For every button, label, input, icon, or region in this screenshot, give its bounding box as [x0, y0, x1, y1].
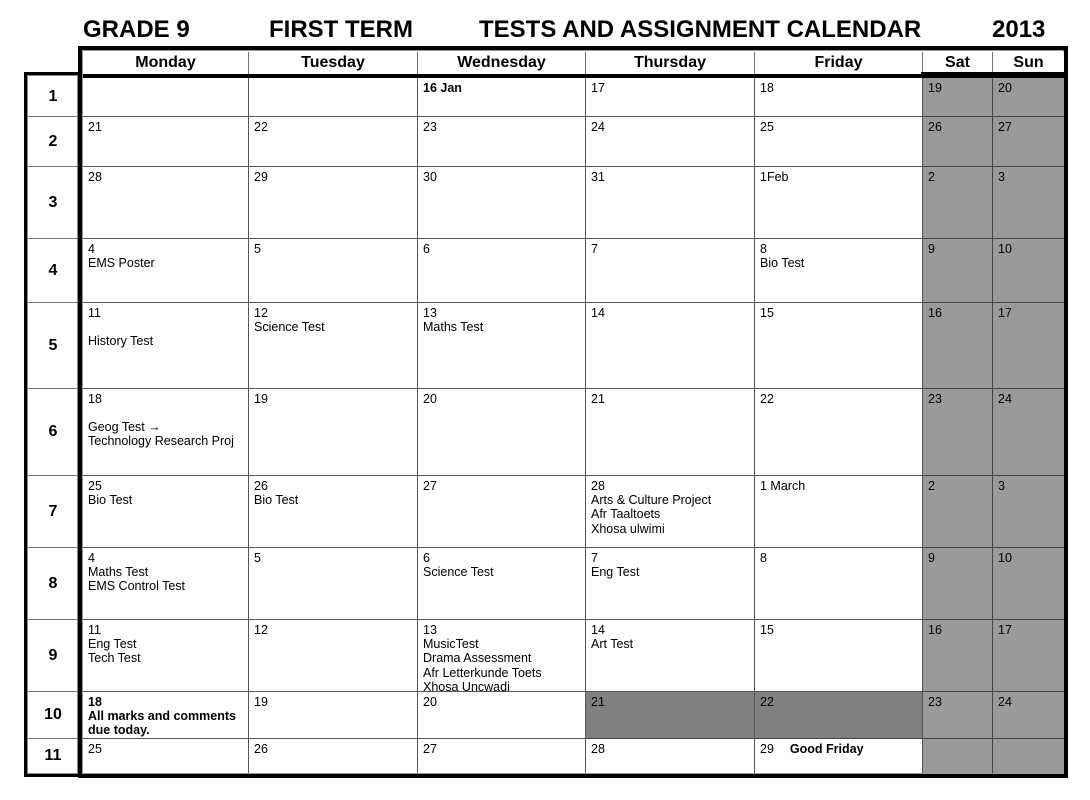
day-date: 4	[88, 551, 95, 565]
day-date: 28	[591, 742, 605, 756]
day-cell-thursday[interactable]	[586, 389, 755, 476]
day-date: 1 March	[760, 479, 806, 493]
day-date: 25	[88, 479, 102, 493]
title-calendar-name: TESTS AND ASSIGNMENT CALENDAR	[479, 16, 922, 43]
day-cell-wednesday[interactable]	[418, 620, 586, 692]
day-cell-monday[interactable]	[83, 739, 249, 773]
day-cell-tuesday[interactable]	[249, 548, 418, 620]
day-cell-saturday[interactable]	[923, 476, 993, 548]
calendar-event: Eng Test	[591, 565, 640, 580]
day-date: 19	[928, 81, 942, 95]
day-date: 10	[998, 242, 1012, 256]
calendar-event: All marks and comments due today.	[88, 709, 236, 738]
calendar-event: Maths Test	[423, 320, 484, 335]
day-cell-sunday[interactable]	[993, 303, 1064, 389]
day-date: 28	[591, 479, 605, 493]
day-cell-monday[interactable]	[83, 389, 249, 476]
day-cell-sunday[interactable]	[993, 78, 1064, 117]
week-number: 4	[28, 239, 78, 303]
calendar-event: MusicTest	[423, 637, 479, 652]
column-header-wednesday: Wednesday	[418, 52, 586, 74]
day-date: 22	[254, 120, 268, 134]
day-date: 21	[591, 695, 605, 709]
week-number: 11	[44, 747, 62, 764]
week-number: 9	[28, 620, 78, 692]
day-cell-thursday[interactable]	[586, 548, 755, 620]
holiday-label: Good Friday	[789, 742, 864, 756]
week-number: 1	[28, 78, 78, 117]
day-cell-sunday[interactable]	[993, 167, 1064, 239]
day-cell-friday[interactable]	[755, 692, 923, 739]
day-date: 29	[760, 742, 774, 756]
day-cell-friday[interactable]	[755, 78, 923, 117]
week-number: 3	[28, 167, 78, 239]
day-date: 30	[423, 170, 437, 184]
day-cell-tuesday[interactable]	[249, 167, 418, 239]
day-date: 18	[88, 695, 102, 709]
day-cell-sunday[interactable]	[993, 239, 1064, 303]
day-date: 21	[88, 120, 102, 134]
day-cell-monday[interactable]	[83, 620, 249, 692]
day-cell-thursday[interactable]	[586, 476, 755, 548]
day-date: 20	[998, 81, 1012, 95]
day-cell-sunday[interactable]	[993, 117, 1064, 167]
day-cell-monday[interactable]	[83, 692, 249, 739]
day-cell-thursday[interactable]	[586, 692, 755, 739]
day-cell-thursday[interactable]	[586, 239, 755, 303]
day-date: 17	[998, 623, 1012, 637]
day-date: 29	[254, 170, 268, 184]
day-date: 9	[928, 242, 935, 256]
day-cell-thursday[interactable]	[586, 117, 755, 167]
calendar-event: Bio Test	[760, 256, 805, 271]
day-cell-friday[interactable]	[755, 303, 923, 389]
day-cell-wednesday[interactable]	[418, 167, 586, 239]
day-date: 19	[254, 392, 268, 406]
day-date: 26	[254, 742, 268, 756]
day-date: 7	[591, 242, 598, 256]
day-date: 11	[88, 306, 101, 320]
calendar-event: Bio Test	[254, 493, 299, 508]
day-date: 9	[928, 551, 935, 565]
day-cell-wednesday[interactable]	[418, 548, 586, 620]
day-cell-tuesday[interactable]	[249, 476, 418, 548]
day-cell-tuesday[interactable]	[249, 739, 418, 773]
day-cell-wednesday[interactable]	[418, 476, 586, 548]
day-cell-saturday[interactable]	[923, 692, 993, 739]
day-cell-monday[interactable]	[83, 167, 249, 239]
calendar-event: Afr Taaltoets	[591, 507, 661, 522]
day-date: 23	[928, 695, 942, 709]
day-cell-saturday[interactable]	[923, 239, 993, 303]
day-date: 22	[760, 695, 774, 709]
week-number: 7	[28, 476, 78, 548]
calendar-event: Tech Test	[88, 651, 141, 666]
day-date: 16	[928, 623, 942, 637]
calendar-event: Science Test	[423, 565, 494, 580]
week-number: 2	[28, 117, 78, 167]
calendar-event: Drama Assessment	[423, 651, 532, 666]
day-cell-thursday[interactable]	[586, 303, 755, 389]
day-cell-tuesday[interactable]	[249, 303, 418, 389]
day-date: 8	[760, 242, 767, 256]
day-date: 28	[88, 170, 102, 184]
day-date: 24	[998, 695, 1012, 709]
day-date: 18	[88, 392, 102, 406]
spacer	[88, 406, 243, 420]
spacer	[88, 320, 243, 334]
day-cell-friday[interactable]	[755, 117, 923, 167]
calendar-event: Xhosa ulwimi	[591, 521, 665, 536]
day-cell-tuesday[interactable]	[249, 117, 418, 167]
day-date: 23	[423, 120, 437, 134]
calendar-title	[0, 14, 1090, 46]
day-date: 18	[760, 81, 774, 95]
day-date: 10	[998, 551, 1012, 565]
day-cell-thursday[interactable]	[586, 739, 755, 773]
calendar-event: History Test	[88, 334, 154, 349]
day-cell-saturday[interactable]	[923, 167, 993, 239]
day-date: 15	[760, 306, 774, 320]
day-date: 16 Jan	[423, 81, 462, 95]
day-cell-friday[interactable]	[755, 620, 923, 692]
day-date: 27	[423, 479, 437, 493]
day-cell-tuesday[interactable]	[249, 620, 418, 692]
day-cell-wednesday[interactable]	[418, 239, 586, 303]
day-cell-monday[interactable]	[83, 117, 249, 167]
day-cell-friday[interactable]	[755, 548, 923, 620]
day-date: 21	[591, 392, 605, 406]
day-date: 4	[88, 242, 95, 256]
column-header-tuesday: Tuesday	[249, 52, 418, 74]
day-cell-thursday[interactable]	[586, 167, 755, 239]
day-date: 6	[423, 242, 430, 256]
day-cell-wednesday[interactable]	[418, 78, 586, 117]
column-header-monday: Monday	[83, 52, 249, 74]
day-cell-friday[interactable]	[755, 739, 923, 773]
calendar-event: Geog Test →	[88, 420, 161, 435]
calendar-event: Art Test	[591, 637, 634, 652]
calendar-event: Eng Test	[88, 637, 137, 652]
day-date: 13	[423, 306, 437, 320]
week-number: 5	[28, 303, 78, 389]
day-date: 17	[591, 81, 605, 95]
day-cell-friday[interactable]	[755, 476, 923, 548]
day-date: 5	[254, 551, 261, 565]
day-date: 15	[760, 623, 774, 637]
day-date: 27	[423, 742, 437, 756]
day-cell-monday[interactable]	[83, 239, 249, 303]
day-cell-friday[interactable]	[755, 167, 923, 239]
day-cell-saturday[interactable]	[923, 620, 993, 692]
day-date: 25	[88, 742, 102, 756]
day-cell-tuesday[interactable]	[249, 692, 418, 739]
week-number: 8	[28, 548, 78, 620]
calendar-event: Science Test	[254, 320, 325, 335]
day-date: 3	[998, 479, 1005, 493]
day-date: 14	[591, 623, 605, 637]
title-year: 2013	[992, 16, 1046, 43]
day-cell-tuesday[interactable]	[249, 389, 418, 476]
day-cell-friday[interactable]	[755, 389, 923, 476]
column-header-saturday: Sat	[923, 52, 993, 74]
day-cell-tuesday[interactable]	[249, 239, 418, 303]
title-grade: GRADE 9	[83, 16, 190, 43]
day-date: 1Feb	[760, 170, 789, 184]
day-date: 12	[254, 623, 268, 637]
day-date: 24	[998, 392, 1012, 406]
calendar-event: EMS Poster	[88, 256, 155, 271]
day-cell-monday[interactable]	[83, 303, 249, 389]
day-cell-wednesday[interactable]	[418, 117, 586, 167]
day-date: 13	[423, 623, 437, 637]
column-header-friday: Friday	[755, 52, 923, 74]
calendar-event: Arts & Culture Project	[591, 493, 712, 508]
day-date: 7	[591, 551, 598, 565]
column-header-sunday: Sun	[993, 52, 1064, 74]
day-date: 17	[998, 306, 1012, 320]
day-cell-saturday[interactable]	[923, 389, 993, 476]
day-date: 11	[88, 623, 101, 637]
day-date: 27	[998, 120, 1012, 134]
day-date: 31	[591, 170, 605, 184]
day-date: 20	[423, 695, 437, 709]
day-date: 23	[928, 392, 942, 406]
day-cell-tuesday[interactable]	[249, 78, 418, 117]
day-cell-wednesday[interactable]	[418, 389, 586, 476]
day-date: 26	[928, 120, 942, 134]
day-date: 20	[423, 392, 437, 406]
day-date: 3	[998, 170, 1005, 184]
day-date: 5	[254, 242, 261, 256]
day-cell-saturday[interactable]	[923, 117, 993, 167]
day-cell-sunday[interactable]	[993, 476, 1064, 548]
day-cell-wednesday[interactable]	[418, 739, 586, 773]
day-date: 14	[591, 306, 605, 320]
day-cell-wednesday[interactable]	[418, 303, 586, 389]
day-cell-sunday[interactable]	[993, 739, 1064, 773]
week-number: 10	[28, 692, 78, 739]
day-date: 12	[254, 306, 268, 320]
title-term: FIRST TERM	[269, 16, 413, 43]
day-date: 16	[928, 306, 942, 320]
day-date: 8	[760, 551, 767, 565]
week-number: 6	[28, 389, 78, 476]
day-date: 2	[928, 479, 935, 493]
day-cell-thursday[interactable]	[586, 620, 755, 692]
calendar-event: Maths Test	[88, 565, 149, 580]
day-date: 25	[760, 120, 774, 134]
day-cell-monday[interactable]	[83, 78, 249, 117]
day-cell-saturday[interactable]	[923, 739, 993, 773]
calendar-event: Afr Letterkunde Toets	[423, 665, 542, 680]
day-cell-sunday[interactable]	[993, 692, 1064, 739]
day-date: 6	[423, 551, 430, 565]
calendar-event: Technology Research Proj	[88, 434, 234, 449]
calendar-event: Bio Test	[88, 493, 133, 508]
day-cell-sunday[interactable]	[993, 620, 1064, 692]
day-date: 26	[254, 479, 268, 493]
day-date: 22	[760, 392, 774, 406]
day-cell-friday[interactable]	[755, 239, 923, 303]
day-cell-monday[interactable]	[83, 548, 249, 620]
day-cell-sunday[interactable]	[993, 548, 1064, 620]
day-date: 19	[254, 695, 268, 709]
day-date: 2	[928, 170, 935, 184]
day-cell-wednesday[interactable]	[418, 692, 586, 739]
day-cell-saturday[interactable]	[923, 548, 993, 620]
day-cell-monday[interactable]	[83, 476, 249, 548]
column-header-thursday: Thursday	[586, 52, 755, 74]
day-cell-saturday[interactable]	[923, 78, 993, 117]
day-cell-thursday[interactable]	[586, 78, 755, 117]
calendar-event: EMS Control Test	[88, 579, 186, 594]
calendar-event: Xhosa Uncwadi	[423, 679, 510, 692]
day-cell-saturday[interactable]	[923, 303, 993, 389]
day-cell-sunday[interactable]	[993, 389, 1064, 476]
day-date: 24	[591, 120, 605, 134]
